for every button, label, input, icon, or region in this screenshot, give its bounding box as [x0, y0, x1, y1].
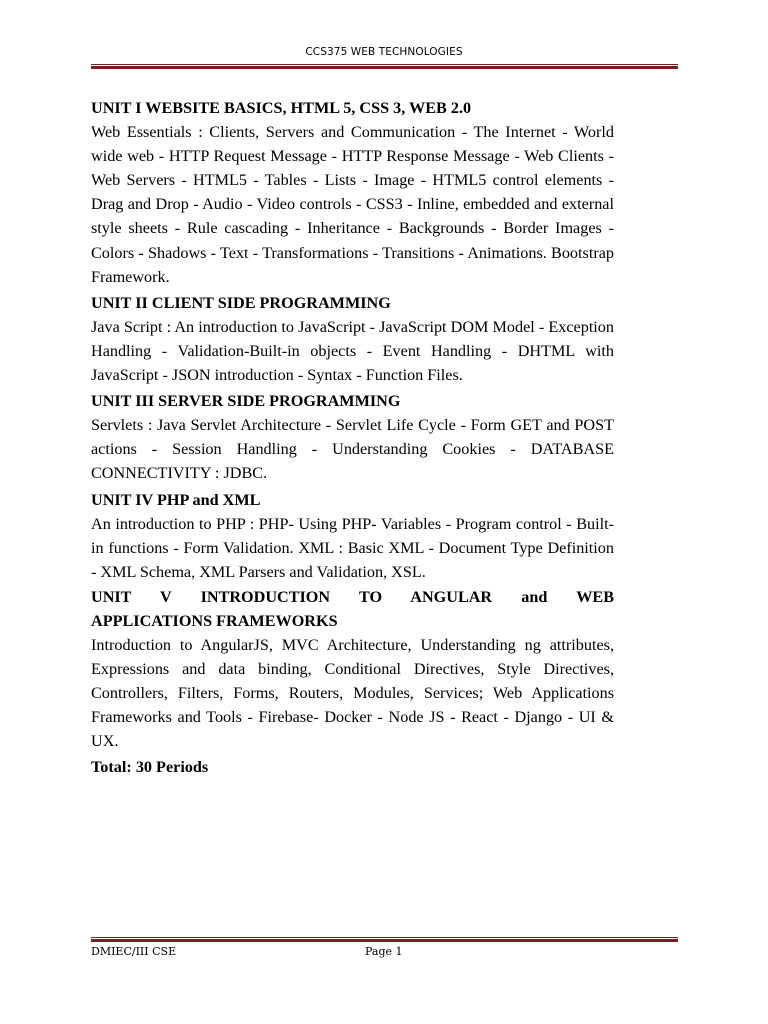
unit-2-body: Java Script : An introduction to JavaScript - JavaScript DOM Model - Exception Handling - Validation-Built-in objects - Event Handling - DHTML with JavaScript - JSON introduction - Syntax - Function Files.: [91, 317, 614, 385]
unit-1-body: Web Essentials : Clients, Servers and Communication - The Internet - World wide web - HTTP Request Message - HTTP Response Message - Web Clients - Web Servers - HTML5 - Tables - Lists - Image - HTML5 control elements - Drag and Drop - Audio - Video controls - CSS3 - Inline, embedded and external style sheets - Rule cascading - Inheritance - Backgrounds - Border Images - Colors - Shadows - Text - Transformations - Transitions - Animations. Bootstrap Framework.: [91, 123, 614, 286]
unit-4-heading: UNIT IV PHP and XML: [91, 490, 261, 509]
header-rule: [91, 64, 678, 69]
unit-3-body: Servlets : Java Servlet Architecture - Servlet Life Cycle - Form GET and POST actions - Session Handling - Understanding Cookies - DATABASE CONNECTIVITY : JDBC.: [91, 416, 614, 483]
unit-2-heading: UNIT II CLIENT SIDE PROGRAMMING: [91, 293, 391, 312]
header-rule-thick: [91, 66, 678, 69]
page-header-title: CCS375 WEB TECHNOLOGIES: [305, 46, 463, 58]
unit-1-heading: UNIT I WEBSITE BASICS, HTML 5, CSS 3, WEB 2.0: [91, 99, 472, 117]
unit-5-heading-line-1: UNIT V INTRODUCTION TO ANGULAR and WEB: [91, 587, 614, 606]
footer-page-number: Page 1: [365, 945, 403, 958]
unit-3-heading: UNIT III SERVER SIDE PROGRAMMING: [91, 392, 401, 411]
footer-rule: [91, 937, 678, 942]
unit-5-body: Introduction to AngularJS, MVC Architecture, Understanding ng attributes, Expressions and data binding, Conditional Directives, Style Directives, Controllers, Filters, Forms, Routers, Modules, Services; Web Applications Frameworks and Tools - Firebase- Docker - Node JS - React - Django - UI & UX.: [91, 636, 614, 751]
total-periods: Total: 30 Periods: [91, 757, 209, 776]
unit-5-heading-line-2: APPLICATIONS FRAMEWORKS: [91, 611, 338, 630]
syllabus-content: [91, 95, 614, 779]
footer-rule-thick: [91, 939, 678, 942]
footer-rule-thin: [91, 937, 678, 938]
footer-department: DMIEC/III CSE: [91, 945, 177, 958]
unit-4-body: An introduction to PHP : PHP- Using PHP- Variables - Program control - Built-in functions - Form Validation. XML : Basic XML - Document Type Definition - XML Schema, XML Parsers and Validation, XSL.: [91, 514, 614, 581]
header-rule-thin: [91, 64, 678, 65]
